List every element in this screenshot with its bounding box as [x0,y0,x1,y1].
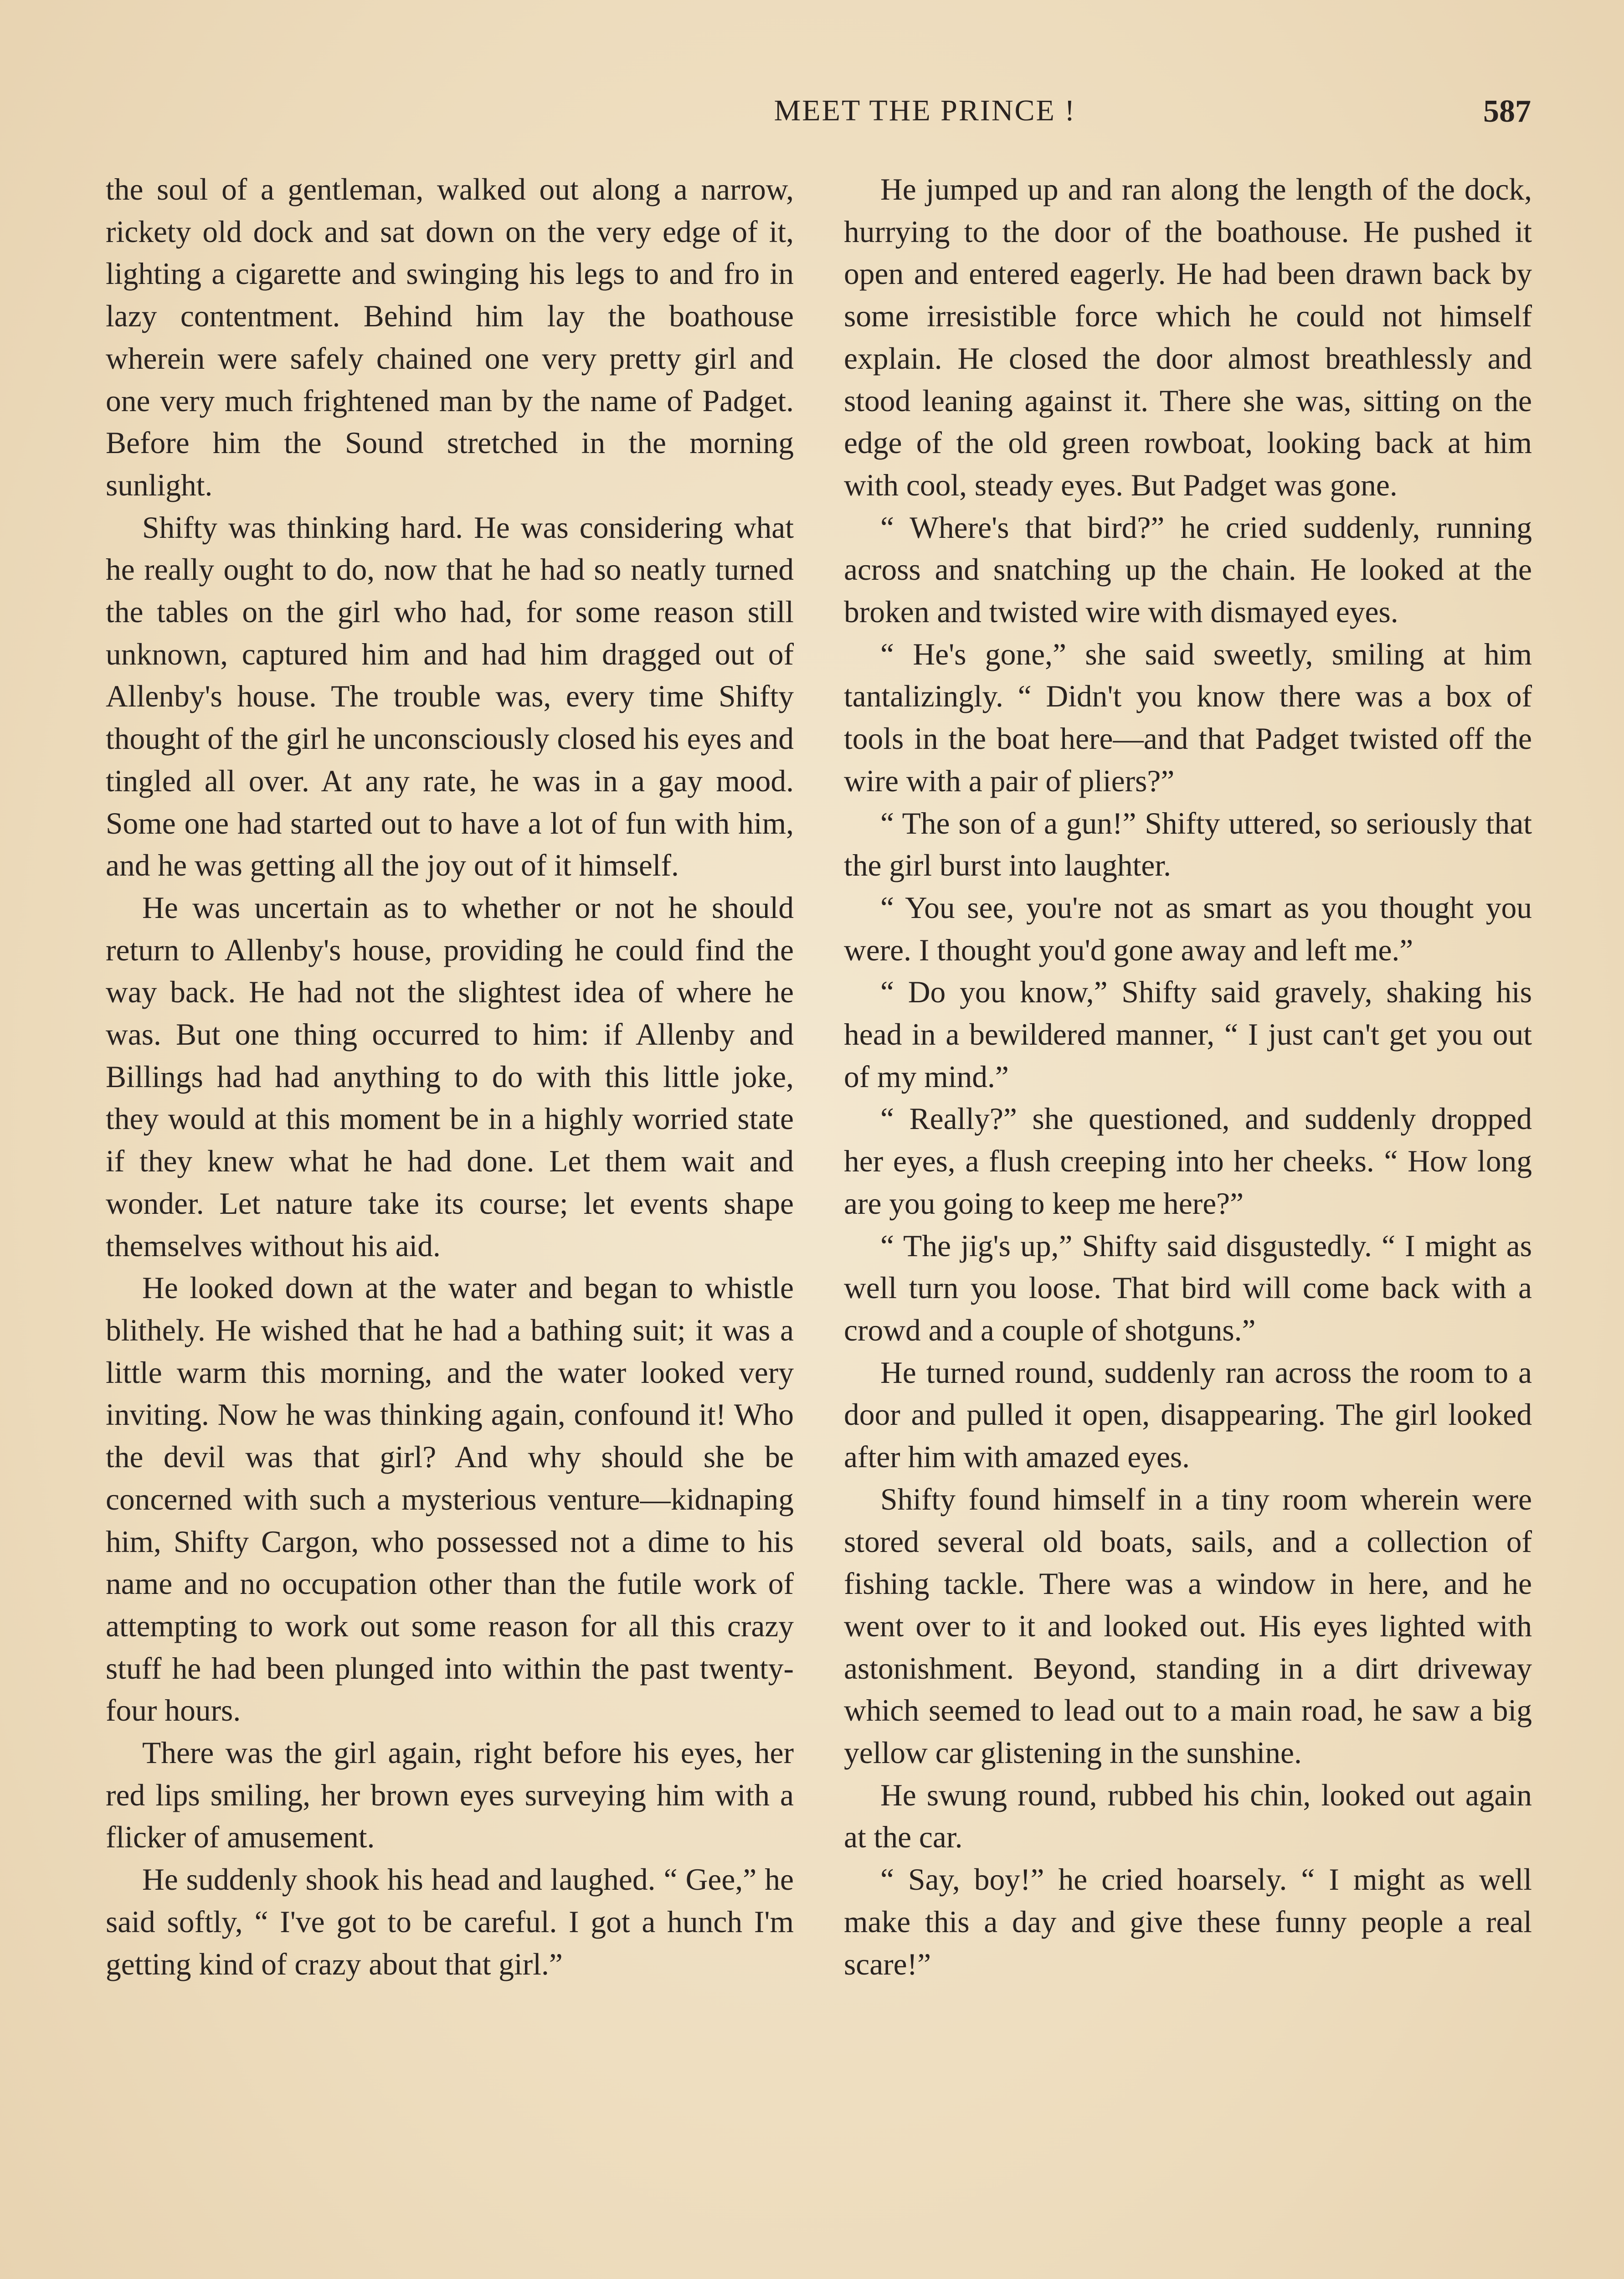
paragraph: He suddenly shook his head and laughed. “ Gee,” he said softly, “ I've got to be careful. I got a hunch I'm getting kind of crazy about that girl.” [106,1862,794,1981]
paragraph: “ Really?” she questioned, and suddenly dropped her eyes, a flush creeping into her cheeks. “ How long are you going to keep me here?” [844,1102,1532,1221]
paragraph: “ The jig's up,” Shifty said disgustedly. “ I might as well turn you loose. That bird will come back with a crowd and a couple of shotguns.” [844,1228,1532,1347]
paragraph: He turned round, suddenly ran across the room to a door and pulled it open, disappearing. The girl looked after him with amazed eyes. [844,1355,1532,1475]
page-number: 587 [1483,94,1531,129]
paragraph: “ Where's that bird?” he cried suddenly, running across and snatching up the chain. He looked at the broken and twisted wire with dismayed eyes. [844,510,1532,629]
paragraph: Shifty was thinking hard. He was considering what he really ought to do, now that he had so neatly turned the tables on the girl who had, for some reason still unknown, captured him and had him dragged out of Allenby's house. The trouble was, every time Shifty thought of the girl he unconsciously closed his eyes and tingled all over. At any rate, he was in a gay mood. Some one had started out to have a lot of fun with him, and he was getting all the joy out of it himself. [106,510,794,883]
paragraph: He looked down at the water and began to whistle blithely. He wished that he had a bathing suit; it was a little warm this morning, and the water looked very inviting. Now he was thinking again, confound it! Who the devil was that girl? And why should she be concerned with such a mysterious venture—kidnaping him, Shifty Cargon, who possessed not a dime to his name and no occupation other than the futile work of attempting to work out some reason for all this crazy stuff he had been plunged into within the past twenty-four hours. [106,1271,794,1728]
running-head: MEET THE PRINCE ! [774,94,1076,127]
paragraph: He jumped up and ran along the length of the dock, hurrying to the door of the boathouse. He pushed it open and entered eagerly. He had been drawn back by some irresistible force which he could not himself explain. He closed the door almost breathlessly and stood leaning against it. There she was, sitting on the edge of the old green rowboat, looking back at him with cool, steady eyes. But Padget was gone. [844,172,1532,502]
paragraph: the soul of a gentleman, walked out along a narrow, rickety old dock and sat down on the very edge of it, lighting a cigarette and swinging his legs to and fro in lazy contentment. Behind him lay the boathouse wherein were safely chained one very pretty girl and one very much frightened man by the name of Padget. Before him the Sound stretched in the morning sunlight. [106,172,794,502]
paragraph: There was the girl again, right before his eyes, her red lips smiling, her brown eyes surveying him with a flicker of amusement. [106,1736,794,1855]
text-columns [106,169,1532,2279]
paragraph: Shifty found himself in a tiny room wherein were stored several old boats, sails, and a collection of fishing tackle. There was a window in here, and he went over to it and looked out. His eyes lighted with astonishment. Beyond, standing in a dirt driveway which seemed to lead out to a main road, he saw a big yellow car glistening in the sunshine. [844,1482,1532,1770]
paragraph: “ He's gone,” she said sweetly, smiling at him tantalizingly. “ Didn't you know there was a box of tools in the boat here—and that Padget twisted off the wire with a pair of pliers?” [844,637,1532,798]
paragraph: “ You see, you're not as smart as you thought you were. I thought you'd gone away and left me.” [844,890,1532,967]
right-column [844,169,1532,2279]
left-column [106,169,794,2279]
page-header [105,93,1531,139]
paragraph: “ Do you know,” Shifty said gravely, shaking his head in a bewildered manner, “ I just can't get you out of my mind.” [844,975,1532,1094]
paragraph: “ Say, boy!” he cried hoarsely. “ I might as well make this a day and give these funny people a real scare!” [844,1862,1532,1981]
paragraph: He swung round, rubbed his chin, looked out again at the car. [844,1778,1532,1855]
paragraph: He was uncertain as to whether or not he should return to Allenby's house, providing he could find the way back. He had not the slightest idea of where he was. But one thing occurred to him: if Allenby and Billings had had anything to do with this little joke, they would at this moment be in a highly worried state if they knew what he had done. Let them wait and wonder. Let nature take its course; let events shape themselves without his aid. [106,890,794,1263]
paragraph: “ The son of a gun!” Shifty uttered, so seriously that the girl burst into laughter. [844,806,1532,883]
